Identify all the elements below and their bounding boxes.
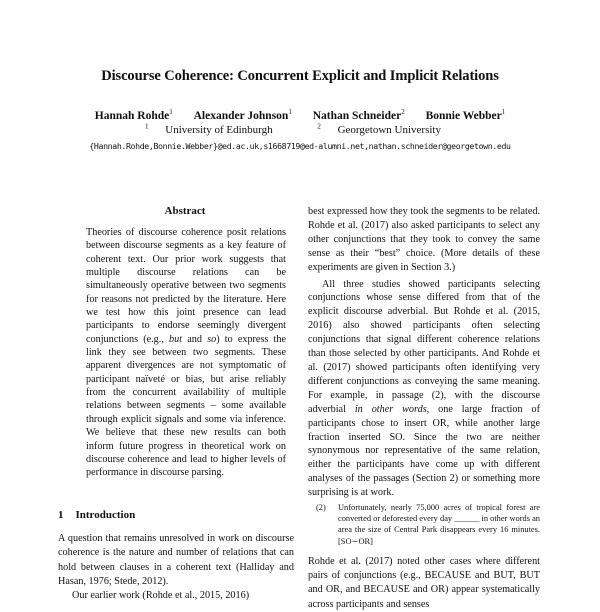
affiliation: $^1$ University of Edinburgh [145,122,273,136]
author-list [0,110,600,122]
author: Nathan Schneider$^2$ [312,108,405,122]
paragraph: Rohde et al. (2017) noted other cases where different pairs of conjunctions (e.g., BECAUSE and BUT, BUT and OR, and BECAUSE and OR) appear systematically across participants and senses [308,556,540,610]
author: Bonnie Webber$^1$ [425,108,506,122]
example-number: (2) [316,503,326,512]
example-text: Unfortunately, nearly 75,000 acres of tropical forest are converted or deforested every day ______ in other words an area the size of Central Park disappears every 16 minutes. [SO∼OR] [338,503,540,546]
section-heading-introduction: 1 Introduction [58,509,136,521]
abstract-heading: Abstract [164,205,206,217]
author-emails: {Hannah.Rohde,Bonnie.Webber}@ed.ac.uk,s1668719@ed-alumni.net,nathan.schneider@georgetown.edu [89,141,511,151]
abstract-text: Theories of discourse coherence posit relations between discourse segments as a key feature of coherent text. Our prior work suggests that multiple discourse relations can be simultaneously operative between two segments for reasons not predicted by the literature. Here we test how this joint presence can lead participants to endorse seemingly divergent conjunctions (e.g., but and so) to express the link they see between two segments. These apparent divergences are not symptomatic of participant naïveté or bias, but arise reliably from the concurrent availability of multiple relations between segments – some available through explicit signals and some via inference. We believe that these new results can both inform future progress in theoretical work on discourse coherence and lead to higher levels of performance in discourse parsing. [86,227,286,479]
paragraph: best expressed how they took the segments to be related. Rohde et al. (2017) also asked participants to select any other conjunctions that they took to convey the same sense as their “best” choice. (More details of these experiments are given in Section 3.) [308,206,540,273]
affiliations [0,124,600,136]
author: Hannah Rohde$^1$ [94,108,173,122]
paragraph: A question that remains unresolved in work on discourse coherence is the nature and number of relations that can hold between clauses in a coherent text (Halliday and Hasan, 1976; Stede, 2012). [58,533,294,587]
introduction-text [58,532,294,603]
affiliation: $^2$ Georgetown University [317,122,441,136]
paragraph: All three studies showed participants selecting conjunctions whose sense differed from that of the explicit discourse adverbial. But Rohde et al. (2015, 2016) also showed participants often selecting conjunctions that signal different coherence relations than those selected by other participants. And Rohde et al. (2017) showed participants often identifying very different conjunctions as conveying the same meaning. For example, in passage (2), with the discourse adverbial in other words, one large fraction of participants chose to insert OR, while another large fraction inserted SO. Since the two are neither synonymous nor representative of the same relation, either the participants have come up with different analyses of the passages (Section 2) or something more surprising is at work. [308,278,540,499]
paragraph: Our earlier work (Rohde et al., 2015, 2016) [72,590,250,602]
right-column-text [308,205,540,500]
author: Alexander Johnson$^1$ [193,108,292,122]
paper-title: Discourse Coherence: Concurrent Explicit and Implicit Relations [101,68,499,84]
example-passage [308,502,540,547]
